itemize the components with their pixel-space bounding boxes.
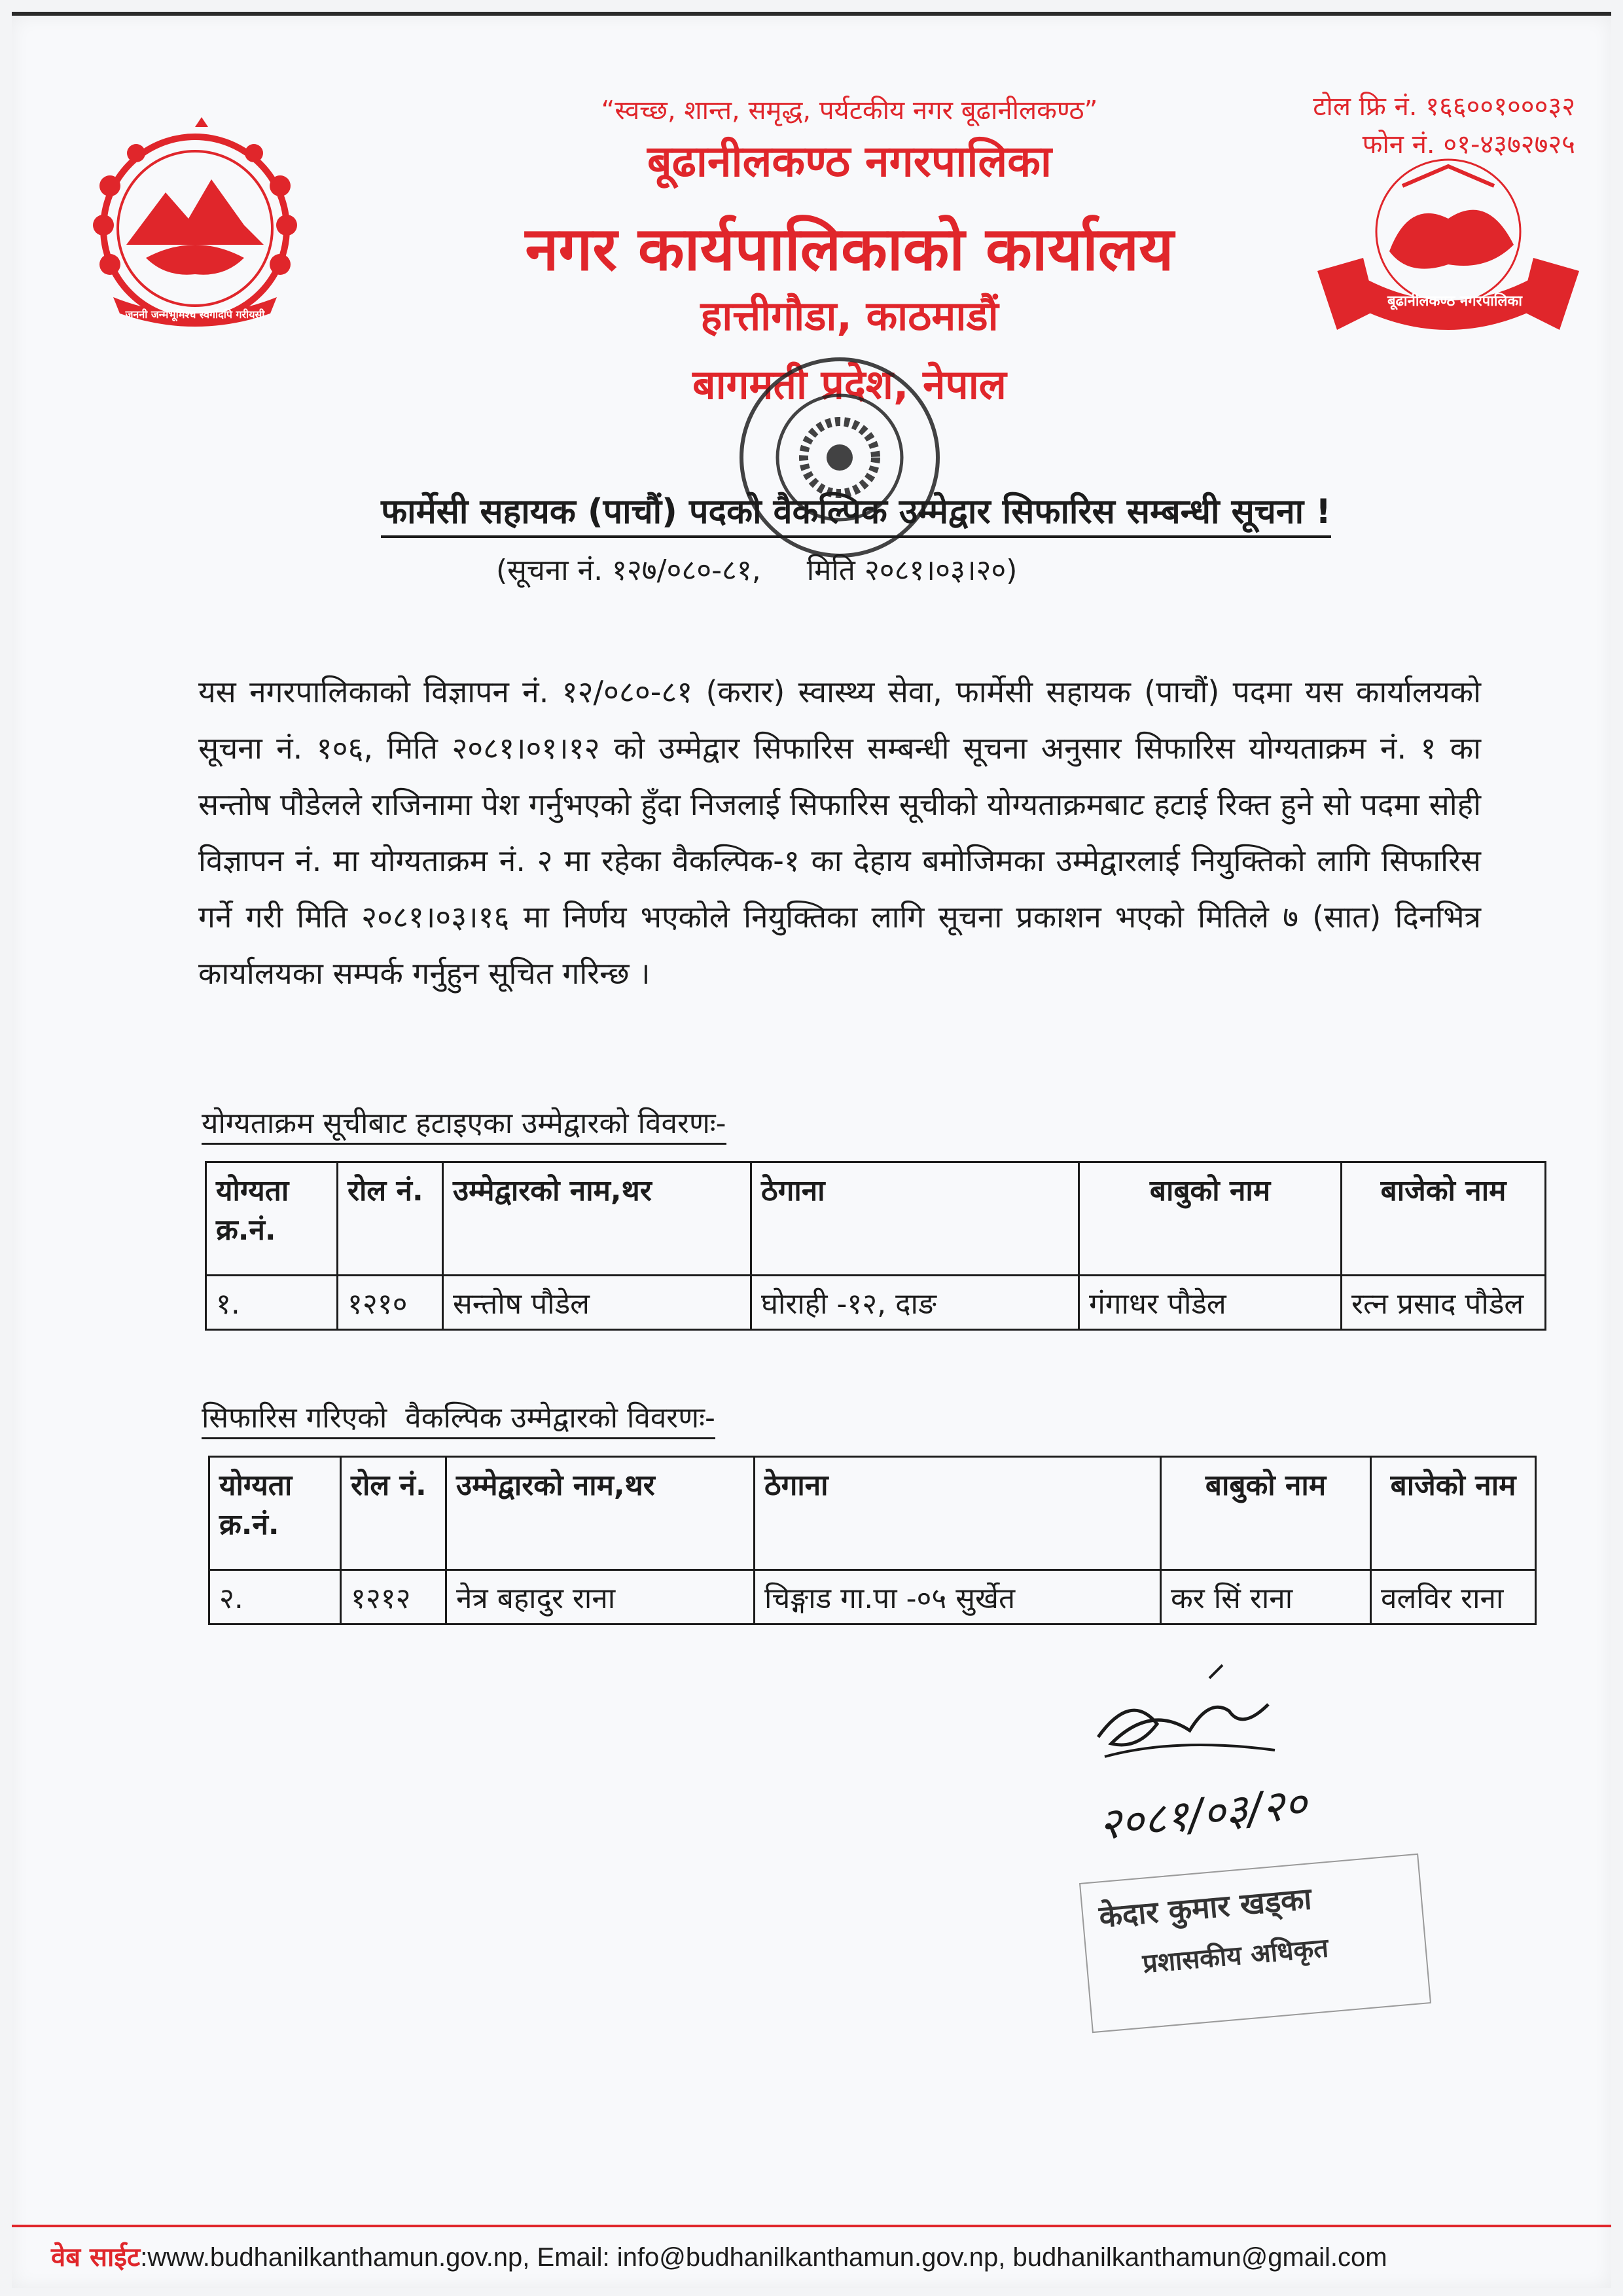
column-header: ठेगाना: [751, 1162, 1079, 1276]
logo-ribbon-text: बूढानीलकण्ठ नगरपालिका: [1387, 293, 1522, 310]
column-header: उम्मेद्वारको नाम,थर: [443, 1162, 751, 1276]
table-cell: नेत्र बहादुर राना: [446, 1570, 755, 1624]
removed-section-heading: [202, 1102, 726, 1141]
municipality-logo-icon: [1304, 147, 1592, 356]
table-cell: १.: [206, 1276, 338, 1330]
table-cell: २.: [209, 1570, 341, 1624]
footer-divider: [12, 2225, 1611, 2227]
notice-reference: (सूचना नं. १२७/०८०-८१, मिति २०८१।०३।२०): [496, 554, 1018, 587]
column-header: बाजेको नाम: [1371, 1457, 1536, 1570]
notice-title: [234, 487, 1478, 533]
table-header-row: [206, 1162, 1546, 1276]
table-cell: १२१२: [341, 1570, 446, 1624]
notice-body: यस नगरपालिकाको विज्ञापन नं. १२/०८०-८१ (करार) स्वास्थ्य सेवा, फार्मेसी सहायक (पाचौं) पदमा यस कार्यालयको सूचना नं. १०६, मिति २०८१।०१।१२ को उम्मेद्वार सिफारिस सम्बन्धी सूचना अनुसार सिफारिस योग्यताक्रम नं. १ का सन्तोष पौडेलले राजिनामा पेश गर्नुभएको हुँदा निजलाई सिफारिस सूचीको योग्यताक्रमबाट हटाई रिक्त हुने सो पदमा सोही विज्ञापन नं. मा योग्यताक्रम नं. २ मा रहेका वैकल्पिक-१ का देहाय बमोजिमका उम्मेद्वारलाई नियुक्तिको लागि सिफारिस गर्ने गरी मिति २०८१।०३।१६ मा निर्णय भएकोले नियुक्तिका लागि सूचना प्रकाशन भएको मितिले ७ (सात) दिनभित्र कार्यालयका सम्पर्क गर्नुहुन सूचित गरिन्छ ।: [198, 674, 1481, 991]
table-cell: चिङ्गाड गा.पा -०५ सुर्खेत: [755, 1570, 1161, 1624]
office-location: हात्तीगौडा, काठमाडौं: [700, 292, 999, 340]
table-row: [209, 1570, 1536, 1624]
recommended-section-heading: [202, 1397, 715, 1436]
column-header: योग्यता क्र.नं.: [209, 1457, 341, 1570]
table-header-row: [209, 1457, 1536, 1570]
column-header: बाजेको नाम: [1342, 1162, 1546, 1276]
officer-stamp: [1079, 1854, 1431, 2033]
officer-designation: प्रशासकीय अधिकृत: [1141, 1933, 1330, 1980]
column-header: ठेगाना: [755, 1457, 1161, 1570]
column-header: उम्मेद्वारको नाम,थर: [446, 1457, 755, 1570]
phone-number: फोन नं. ०१-४३७२७२५: [1362, 130, 1575, 160]
footer-label: वेब साईट: [51, 2242, 141, 2272]
footer: [51, 2238, 1387, 2274]
office-province: बागमती प्रदेश, नेपाल: [692, 361, 1007, 408]
removed-candidate-table: [205, 1161, 1546, 1331]
emblem-motto: जननी जन्मभूमिश्च स्वर्गादपि गरीयसी: [125, 308, 265, 321]
table-cell: १२१०: [338, 1276, 443, 1330]
column-header: बाबुको नाम: [1161, 1457, 1371, 1570]
table-cell: गंगाधर पौडेल: [1079, 1276, 1342, 1330]
footer-contacts: :www.budhanilkanthamun.gov.np, Email: info@budhanilkanthamun.gov.np, budhanilkanthamun@gmail.com: [140, 2243, 1387, 2272]
office-name: नगर कार्यपालिकाको कार्यालय: [525, 214, 1174, 284]
column-header: रोल नं.: [338, 1162, 443, 1276]
column-header: योग्यता क्र.नं.: [206, 1162, 338, 1276]
table-row: [206, 1276, 1546, 1330]
table-cell: कर सिं राना: [1161, 1570, 1371, 1624]
column-header: रोल नं.: [341, 1457, 446, 1570]
removed-section-heading-text: योग्यताक्रम सूचीबाट हटाइएका उम्मेद्वारको विवरणः-: [202, 1107, 726, 1145]
signature-date: २०८१/०३/२०: [1096, 1778, 1310, 1850]
notice-title-text: फार्मेसी सहायक (पाचौं) पदको वैकल्पिक उम्मेद्वार सिफारिस सम्बन्धी सूचना !: [381, 492, 1331, 538]
officer-name: केदार कुमार खड्का: [1097, 1880, 1313, 1935]
nepal-emblem-icon: [74, 114, 316, 336]
recommended-candidate-table: [208, 1456, 1537, 1625]
municipality-name: बूढानीलकण्ठ नगरपालिका: [647, 136, 1052, 187]
column-header: बाबुको नाम: [1079, 1162, 1342, 1276]
table-cell: रत्न प्रसाद पौडेल: [1342, 1276, 1546, 1330]
table-cell: वलविर राना: [1371, 1570, 1536, 1624]
notice-page: [12, 12, 1611, 2288]
municipality-motto: “स्वच्छ, शान्त, समृद्ध, पर्यटकीय नगर बूढानीलकण्ठ”: [601, 96, 1098, 126]
table-cell: सन्तोष पौडेल: [443, 1276, 751, 1330]
recommended-section-heading-text: सिफारिस गरिएको वैकल्पिक उम्मेद्वारको विवरणः-: [202, 1401, 715, 1439]
toll-free-number: टोल फ्रि नं. १६६००१०००३२: [1313, 92, 1575, 122]
table-cell: घोराही -१२, दाङ: [751, 1276, 1079, 1330]
